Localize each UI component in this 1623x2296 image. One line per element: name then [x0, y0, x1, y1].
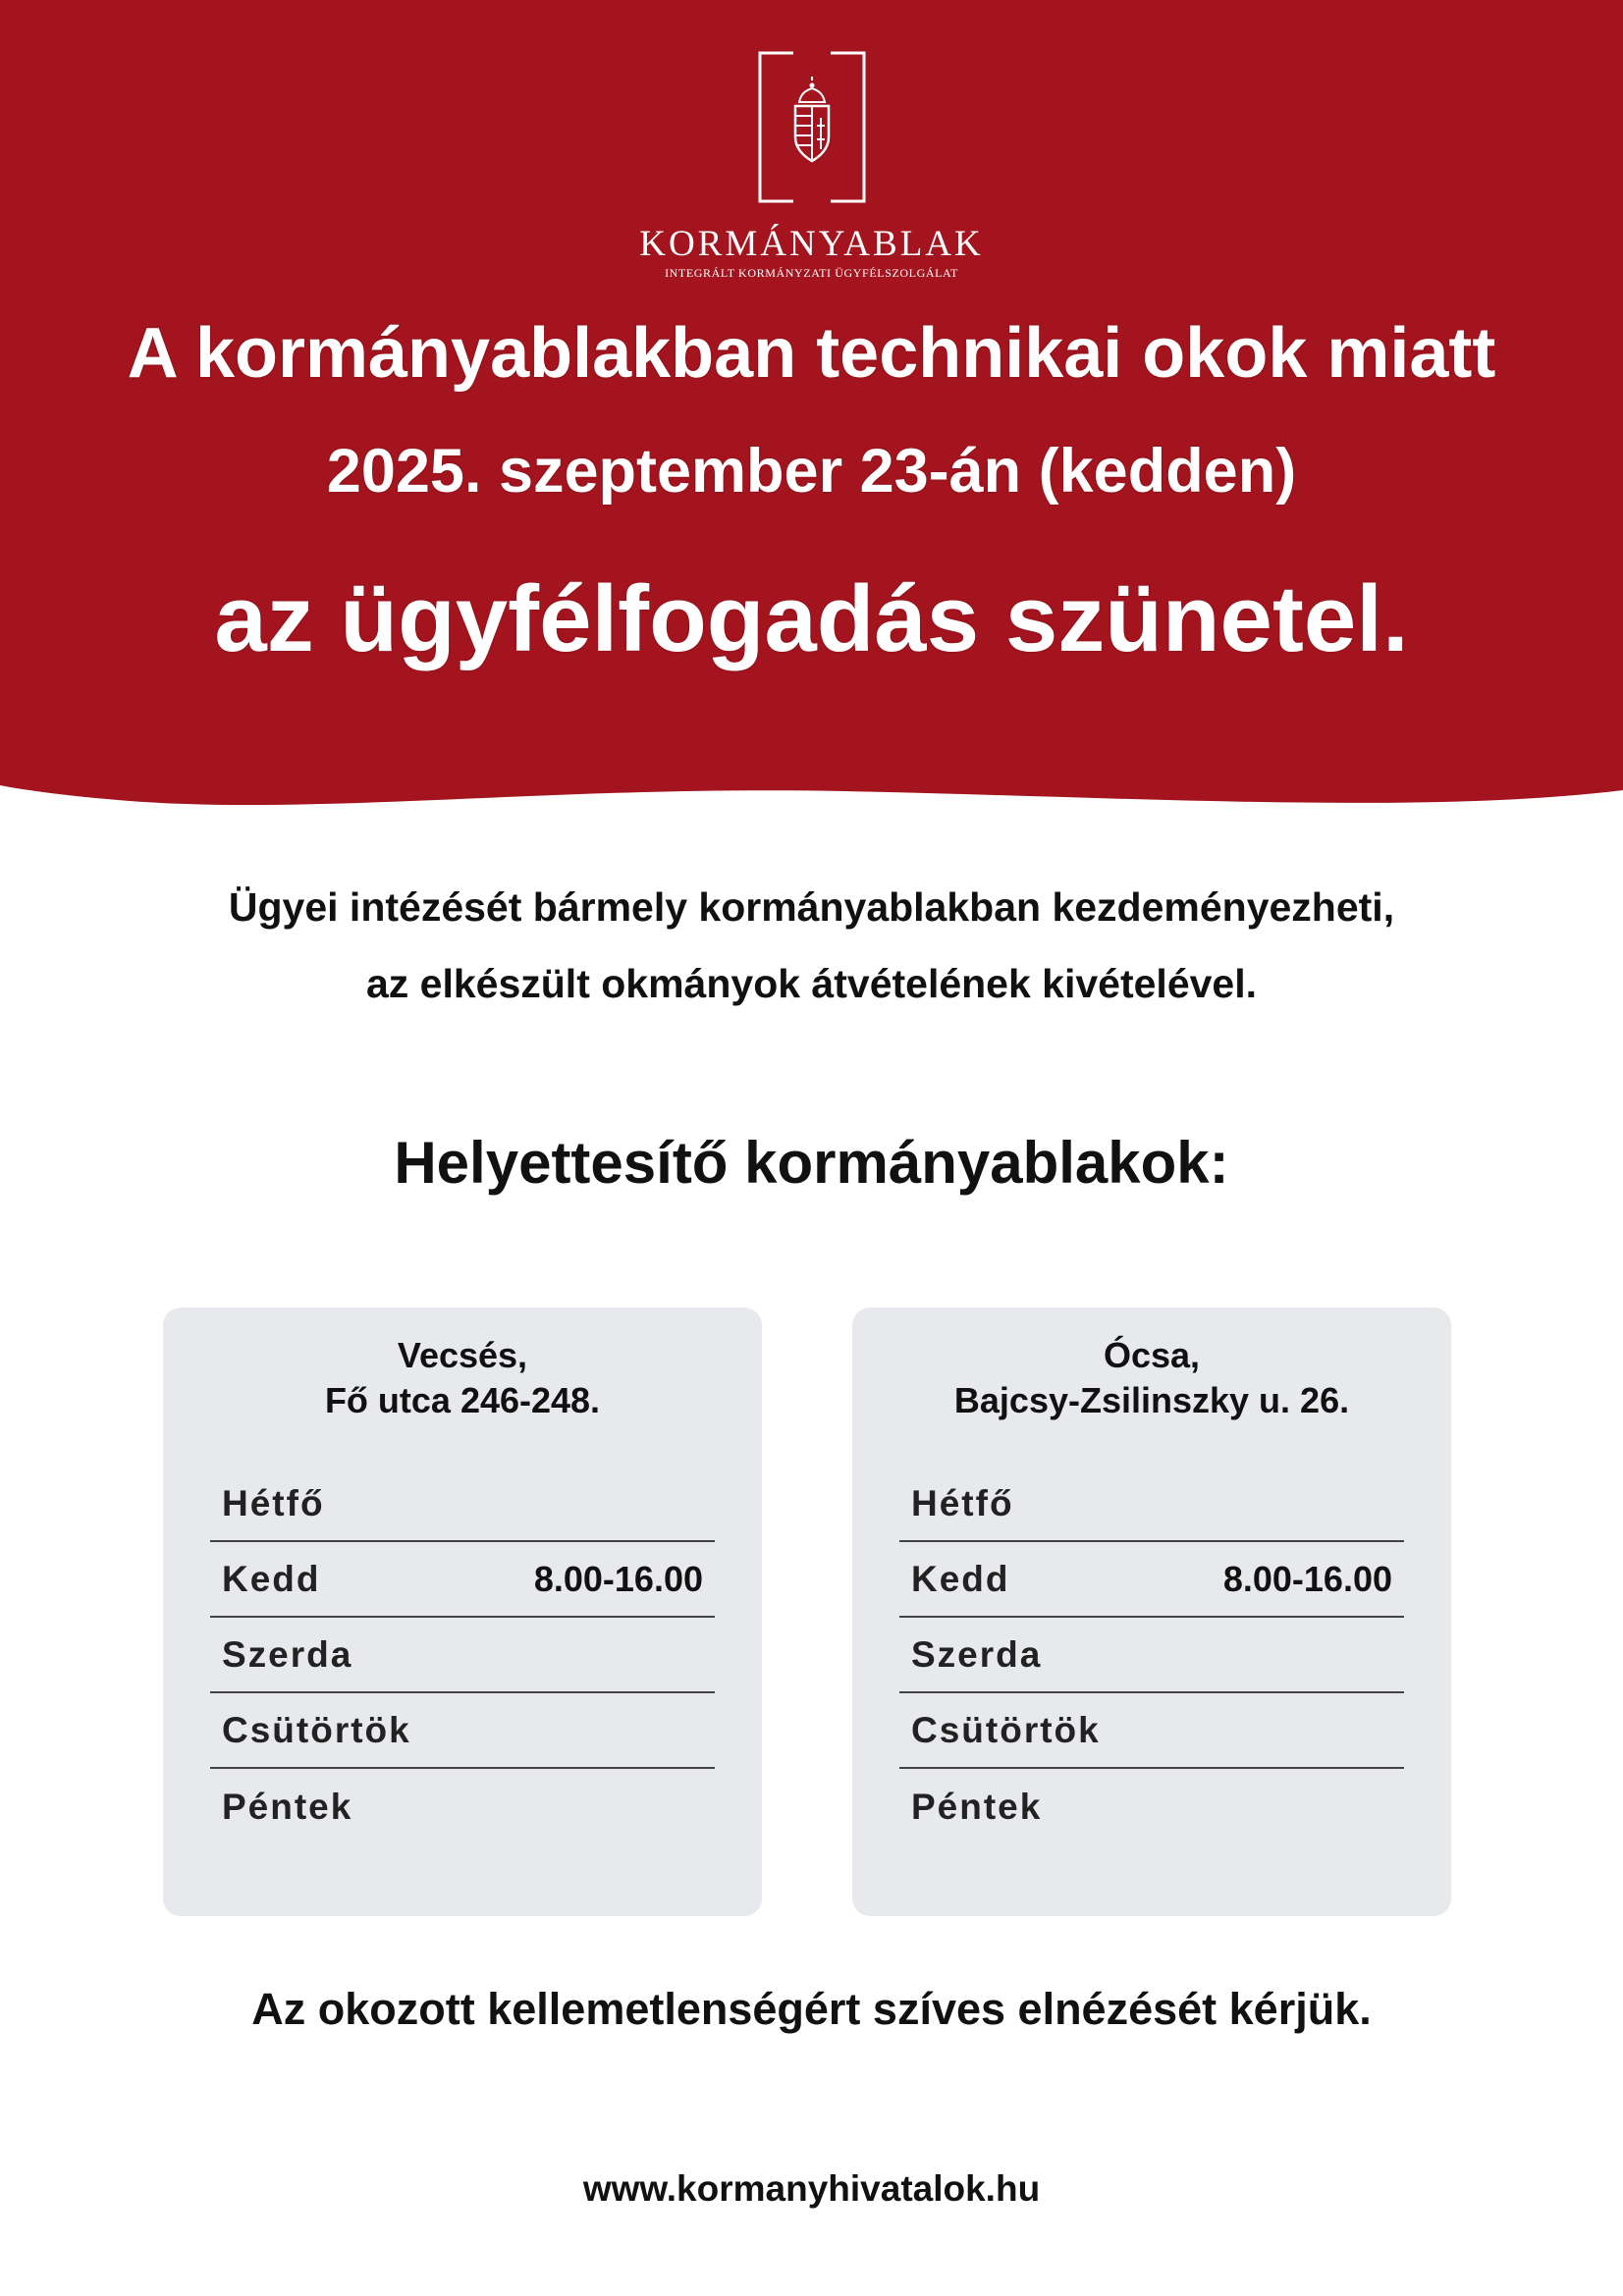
day-label: Péntek [911, 1786, 1043, 1827]
office-address [852, 1333, 1451, 1423]
office-street: Fő utca 246-248. [324, 1380, 601, 1420]
headline-date: 2025. szeptember 23-án (kedden) [326, 437, 1297, 506]
day-label: Szerda [222, 1633, 353, 1675]
day-label: Hétfő [911, 1482, 1014, 1523]
day-label: Kedd [911, 1558, 1010, 1599]
info-line-2: az elkészült okmányok átvételének kivételével. [365, 961, 1258, 1006]
opening-hours-table [210, 1467, 715, 1844]
office-address [163, 1333, 762, 1423]
hungarian-coat-of-arms-icon [758, 51, 866, 203]
schedule-row [210, 1618, 715, 1693]
info-line-1: Ügyei intézését bármely kormányablakban kezdeményezheti, [228, 884, 1395, 930]
website-link[interactable]: www.kormanyhivatalok.hu [582, 2168, 1041, 2209]
headline-line-1: A kormányablakban technikai okok miatt [127, 314, 1496, 393]
hours-value: 8.00-16.00 [1222, 1558, 1392, 1599]
header-banner [0, 0, 1623, 815]
schedule-row [899, 1542, 1404, 1618]
day-label: Péntek [222, 1786, 353, 1827]
day-label: Szerda [911, 1633, 1043, 1675]
schedule-row [899, 1467, 1404, 1542]
schedule-row [899, 1769, 1404, 1844]
day-label: Kedd [222, 1558, 321, 1599]
schedule-row [210, 1693, 715, 1769]
office-city: Vecsés, [397, 1335, 528, 1375]
schedule-row [210, 1467, 715, 1542]
office-card-ocsa [852, 1308, 1451, 1916]
info-text [0, 869, 1623, 1022]
day-label: Hétfő [222, 1482, 325, 1523]
day-label: Csütörtök [911, 1709, 1101, 1750]
hours-value: 8.00-16.00 [533, 1558, 703, 1599]
office-street: Bajcsy-Zsilinszky u. 26. [953, 1380, 1350, 1420]
logo-subtitle: INTEGRÁLT KORMÁNYZATI ÜGYFÉLSZOLGÁLAT [665, 266, 958, 280]
schedule-row [899, 1693, 1404, 1769]
logo-name: KORMÁNYABLAK [639, 224, 984, 264]
schedule-row [210, 1542, 715, 1618]
opening-hours-table [899, 1467, 1404, 1844]
schedule-row [899, 1618, 1404, 1693]
headline-closure: az ügyfélfogadás szünetel. [214, 566, 1409, 671]
schedule-row [210, 1769, 715, 1844]
office-city: Ócsa, [1103, 1335, 1201, 1375]
office-card-vecses [163, 1308, 762, 1916]
day-label: Csütörtök [222, 1709, 411, 1750]
apology-text: Az okozott kellemetlenségért szíves elnézését kérjük. [251, 1984, 1372, 2034]
kormanyablak-logo [0, 51, 1623, 280]
section-title: Helyettesítő kormányablakok: [394, 1130, 1229, 1196]
